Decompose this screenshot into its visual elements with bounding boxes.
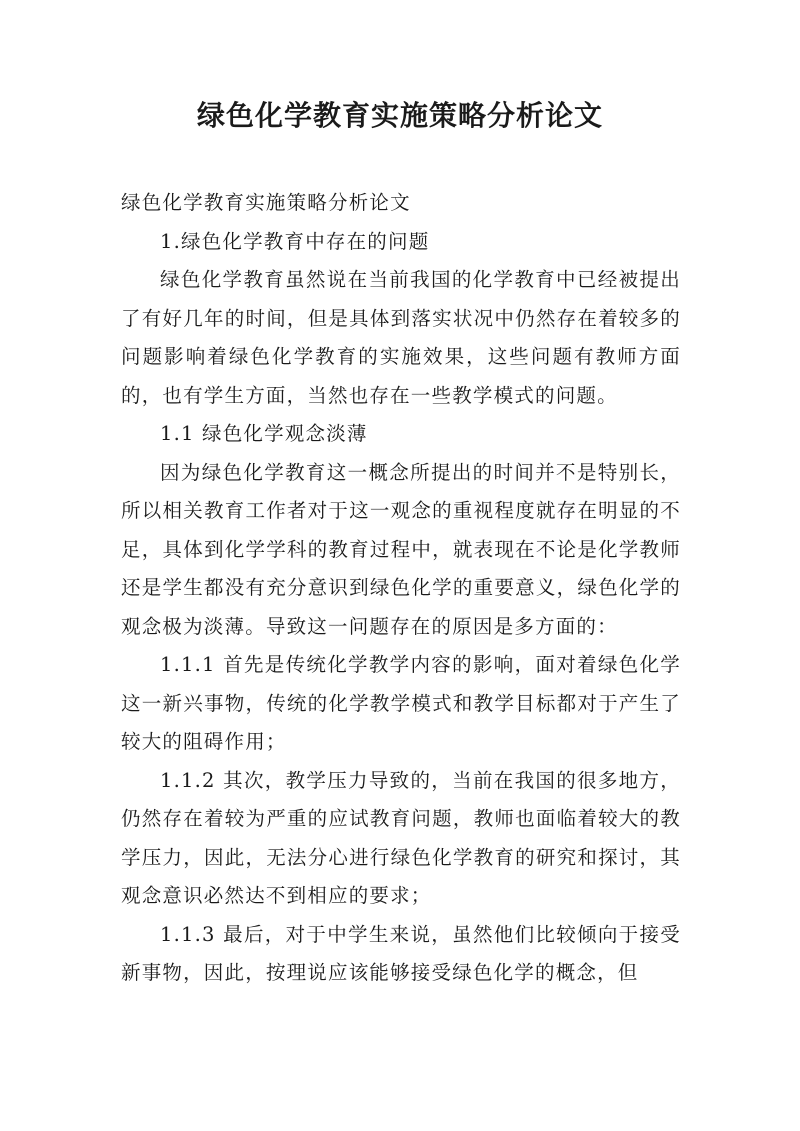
paragraph-1-1-1: 1.1.1 首先是传统化学教学内容的影响，面对着绿色化学这一新兴事物，传统的化学教学模式和教学目标都对于产生了较大的阻碍作用； [121, 653, 681, 753]
paragraph-1-1-3: 1.1.3 最后，对于中学生来说，虽然他们比较倾向于接受新事物，因此，按理说应该能够接受绿色化学的概念，但 [121, 922, 681, 984]
document-body [121, 184, 681, 993]
section-heading-1: 1.绿色化学教育中存在的问题 [160, 229, 430, 253]
document-title: 绿色化学教育实施策略分析论文 [196, 99, 603, 132]
section-heading-1-1: 1.1 绿色化学观念淡薄 [160, 422, 368, 445]
paragraph-heading-repeat: 绿色化学教育实施策略分析论文 [121, 191, 411, 214]
paragraph-intro: 绿色化学教育虽然说在当前我国的化学教育中已经被提出了有好几年的时间，但是具体到落实状况中仍然存在着较多的问题影响着绿色化学教育的实施效果，这些问题有教师方面的，也有学生方面，当然也存在一些教学模式的问题。 [121, 268, 681, 407]
paragraph-1-1: 因为绿色化学教育这一概念所提出的时间并不是特别长，所以相关教育工作者对于这一观念的重视程度就存在明显的不足，具体到化学学科的教育过程中，就表现在不论是化学教师还是学生都没有充分意识到绿色化学的重要意义，绿色化学的观念极为淡薄。导致这一问题存在的原因是多方面的： [121, 460, 681, 638]
paragraph-1-1-2: 1.1.2 其次，教学压力导致的，当前在我国的很多地方，仍然存在着较为严重的应试教育问题，教师也面临着较大的教学压力，因此，无法分心进行绿色化学教育的研究和探讨，其观念意识必然达不到相应的要求； [121, 768, 681, 907]
